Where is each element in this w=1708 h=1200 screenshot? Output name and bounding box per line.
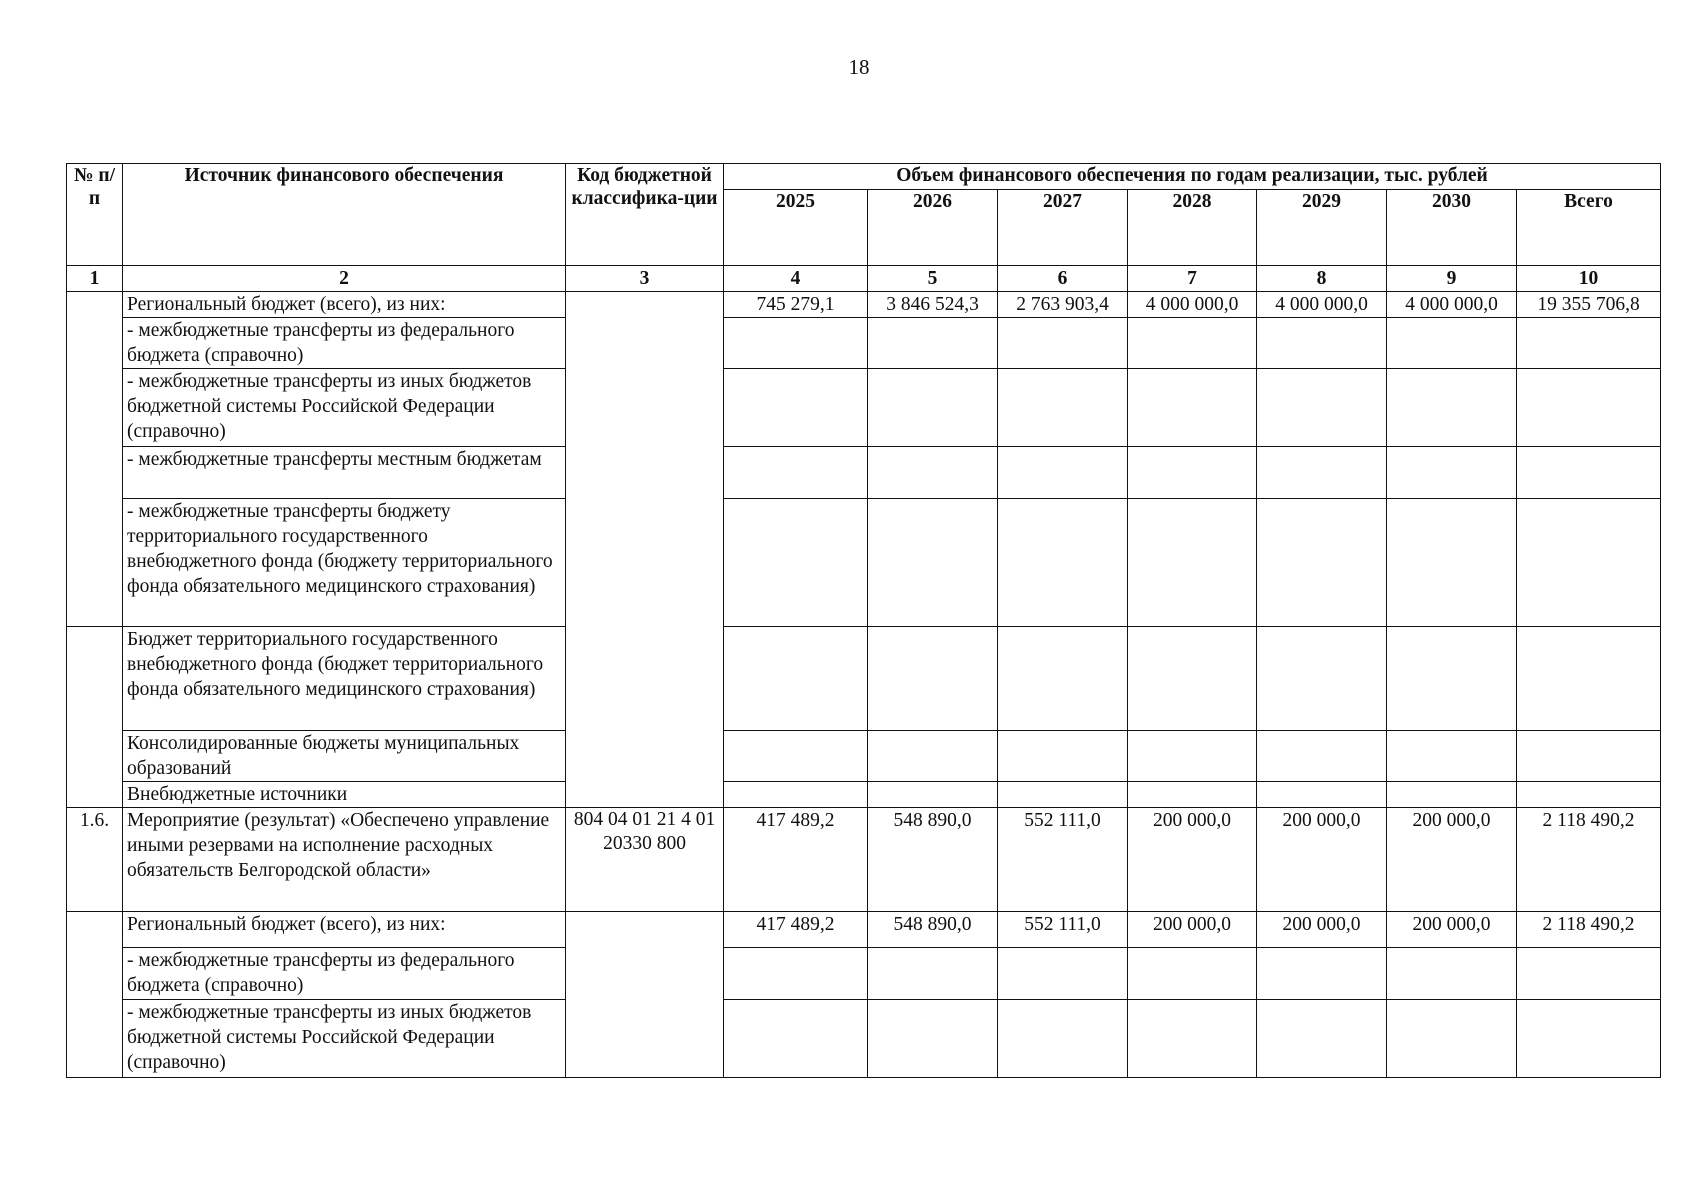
- value-total: [1517, 782, 1661, 808]
- value-2029: [1257, 318, 1387, 369]
- value-2029: 200 000,0: [1257, 808, 1387, 912]
- value-total: [1517, 627, 1661, 731]
- value-2026: [868, 369, 998, 447]
- column-number: 9: [1387, 266, 1517, 292]
- table-row: [67, 1000, 1661, 1078]
- value-2025: [724, 731, 868, 782]
- value-total: [1517, 731, 1661, 782]
- source-name: Внебюджетные источники: [123, 782, 566, 808]
- value-2027: [998, 731, 1128, 782]
- value-2026: 3 846 524,3: [868, 292, 998, 318]
- value-2028: 4 000 000,0: [1128, 292, 1257, 318]
- value-2029: 200 000,0: [1257, 912, 1387, 948]
- value-2027: [998, 1000, 1128, 1078]
- value-2026: [868, 627, 998, 731]
- value-2030: [1387, 627, 1517, 731]
- value-2025: 417 489,2: [724, 912, 868, 948]
- value-2028: [1128, 627, 1257, 731]
- value-2025: [724, 447, 868, 499]
- source-name: Консолидированные бюджеты муниципальных образований: [123, 731, 566, 782]
- table-row: [67, 782, 1661, 808]
- budget-code-cell: 804 04 01 21 4 01 20330 800: [566, 808, 724, 912]
- value-total: [1517, 499, 1661, 627]
- value-2025: 745 279,1: [724, 292, 868, 318]
- value-2025: [724, 627, 868, 731]
- value-2030: 200 000,0: [1387, 912, 1517, 948]
- table-row: [67, 318, 1661, 369]
- budget-code-cell: [566, 912, 724, 1078]
- value-2029: [1257, 447, 1387, 499]
- value-2028: [1128, 731, 1257, 782]
- value-2028: [1128, 499, 1257, 627]
- source-name: - межбюджетные трансферты из иных бюджетов бюджетной системы Российской Федерации (справочно): [123, 1000, 566, 1078]
- value-2025: [724, 499, 868, 627]
- table-row: [67, 292, 1661, 318]
- value-2030: [1387, 318, 1517, 369]
- value-2030: [1387, 499, 1517, 627]
- column-number: 1: [67, 266, 123, 292]
- value-2026: 548 890,0: [868, 808, 998, 912]
- value-2029: [1257, 369, 1387, 447]
- source-name: Региональный бюджет (всего), из них:: [123, 292, 566, 318]
- value-2028: [1128, 318, 1257, 369]
- value-2028: [1128, 369, 1257, 447]
- header-year-2028: 2028: [1128, 190, 1257, 266]
- value-2026: [868, 318, 998, 369]
- table-row: [67, 808, 1661, 912]
- value-2026: [868, 499, 998, 627]
- column-number-row: [67, 266, 1661, 292]
- header-year-2029: 2029: [1257, 190, 1387, 266]
- value-2027: 552 111,0: [998, 912, 1128, 948]
- value-2028: [1128, 1000, 1257, 1078]
- value-2030: 200 000,0: [1387, 808, 1517, 912]
- header-year-2025: 2025: [724, 190, 868, 266]
- value-2026: [868, 782, 998, 808]
- value-2027: [998, 369, 1128, 447]
- value-total: 19 355 706,8: [1517, 292, 1661, 318]
- value-2030: [1387, 782, 1517, 808]
- header-year-2027: 2027: [998, 190, 1128, 266]
- value-2027: [998, 447, 1128, 499]
- value-2028: 200 000,0: [1128, 912, 1257, 948]
- value-total: 2 118 490,2: [1517, 912, 1661, 948]
- value-2027: 552 111,0: [998, 808, 1128, 912]
- source-name: - межбюджетные трансферты из иных бюджетов бюджетной системы Российской Федерации (справочно): [123, 369, 566, 447]
- value-2027: [998, 782, 1128, 808]
- value-2029: [1257, 782, 1387, 808]
- column-number: 6: [998, 266, 1128, 292]
- header-total: Всего: [1517, 190, 1661, 266]
- value-2027: [998, 318, 1128, 369]
- column-number: 10: [1517, 266, 1661, 292]
- value-2026: [868, 1000, 998, 1078]
- value-2030: 4 000 000,0: [1387, 292, 1517, 318]
- value-total: [1517, 948, 1661, 1000]
- value-2025: [724, 318, 868, 369]
- value-total: 2 118 490,2: [1517, 808, 1661, 912]
- value-2028: [1128, 948, 1257, 1000]
- value-2029: [1257, 948, 1387, 1000]
- header-volume: Объем финансового обеспечения по годам реализации, тыс. рублей: [724, 164, 1661, 190]
- value-2026: [868, 948, 998, 1000]
- row-np-cell: [67, 627, 123, 808]
- value-2026: [868, 447, 998, 499]
- value-total: [1517, 1000, 1661, 1078]
- value-2028: [1128, 782, 1257, 808]
- source-name: - межбюджетные трансферты местным бюджетам: [123, 447, 566, 499]
- value-2029: [1257, 499, 1387, 627]
- table-row: [67, 731, 1661, 782]
- value-total: [1517, 369, 1661, 447]
- value-2026: [868, 731, 998, 782]
- source-name: - межбюджетные трансферты бюджету территориального государственного внебюджетного фонда (бюджету территориального фонда обязательного медицинского страхования): [123, 499, 566, 627]
- table-row: [67, 627, 1661, 731]
- header-year-2030: 2030: [1387, 190, 1517, 266]
- value-2029: [1257, 627, 1387, 731]
- row-np-cell: 1.6.: [67, 808, 123, 912]
- value-2029: [1257, 731, 1387, 782]
- value-2030: [1387, 1000, 1517, 1078]
- header-code: Код бюджетной классифика-ции: [566, 164, 724, 266]
- table-row: [67, 499, 1661, 627]
- column-number: 3: [566, 266, 724, 292]
- header-source: Источник финансового обеспечения: [123, 164, 566, 266]
- value-2028: [1128, 447, 1257, 499]
- value-2030: [1387, 948, 1517, 1000]
- value-2029: 4 000 000,0: [1257, 292, 1387, 318]
- value-2030: [1387, 369, 1517, 447]
- table-row: [67, 948, 1661, 1000]
- value-2025: [724, 782, 868, 808]
- column-number: 2: [123, 266, 566, 292]
- header-year-2026: 2026: [868, 190, 998, 266]
- header-np: № п/п: [67, 164, 123, 266]
- value-2025: 417 489,2: [724, 808, 868, 912]
- value-2027: 2 763 903,4: [998, 292, 1128, 318]
- source-name: - межбюджетные трансферты из федерального бюджета (справочно): [123, 318, 566, 369]
- value-2027: [998, 948, 1128, 1000]
- value-total: [1517, 447, 1661, 499]
- source-name: Мероприятие (результат) «Обеспечено управление иными резервами на исполнение расходных обязательств Белгородской области»: [123, 808, 566, 912]
- row-np-cell: [67, 292, 123, 627]
- source-name: Бюджет территориального государственного внебюджетного фонда (бюджет территориального фонда обязательного медицинского страхования): [123, 627, 566, 731]
- value-2030: [1387, 447, 1517, 499]
- column-number: 4: [724, 266, 868, 292]
- source-name: Региональный бюджет (всего), из них:: [123, 912, 566, 948]
- value-2027: [998, 627, 1128, 731]
- table-row: [67, 447, 1661, 499]
- table-row: [67, 369, 1661, 447]
- value-2025: [724, 1000, 868, 1078]
- source-name: - межбюджетные трансферты из федерального бюджета (справочно): [123, 948, 566, 1000]
- value-total: [1517, 318, 1661, 369]
- value-2025: [724, 948, 868, 1000]
- column-number: 8: [1257, 266, 1387, 292]
- column-number: 7: [1128, 266, 1257, 292]
- row-np-cell: [67, 912, 123, 1078]
- budget-code-cell: [566, 292, 724, 808]
- value-2028: 200 000,0: [1128, 808, 1257, 912]
- value-2026: 548 890,0: [868, 912, 998, 948]
- value-2025: [724, 369, 868, 447]
- value-2029: [1257, 1000, 1387, 1078]
- page-number: 18: [848, 55, 870, 79]
- column-number: 5: [868, 266, 998, 292]
- table-row: [67, 912, 1661, 948]
- value-2027: [998, 499, 1128, 627]
- value-2030: [1387, 731, 1517, 782]
- financing-table: [66, 163, 1661, 1078]
